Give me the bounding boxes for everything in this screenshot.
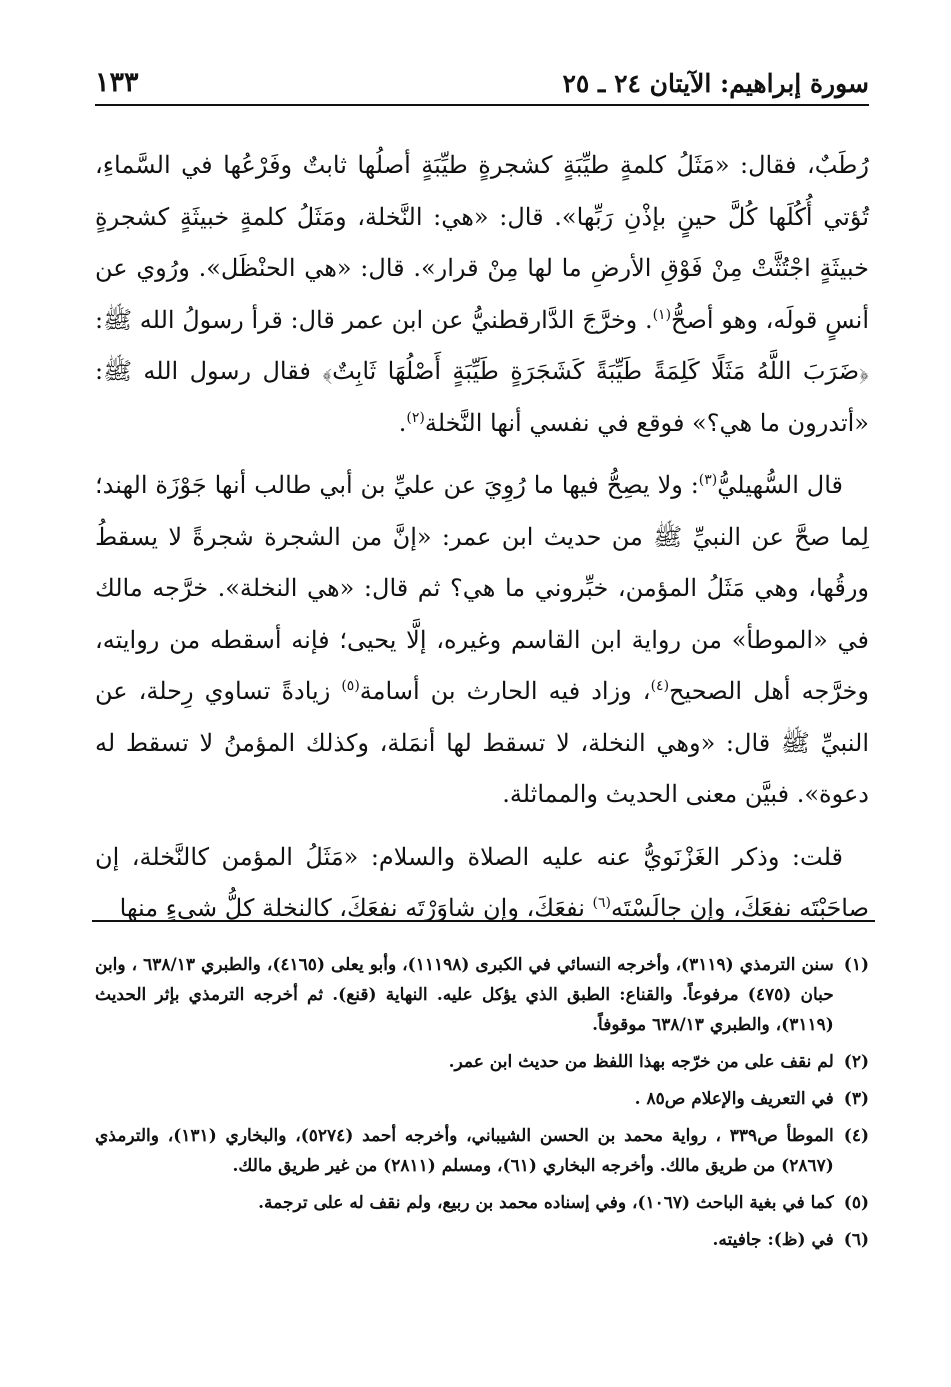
footnote-item <box>95 950 869 1040</box>
footnote-item <box>95 1121 869 1181</box>
paragraph-text: زيادةً تساوي رِحلة، عن النبيِّ ﷺ قال: «وهي النخلة، لا تسقط لها أنمَلة، وكذلك المؤمنُ لا تسقط له دعوة». فبيَّن معنى الحديث والمماثلة. <box>95 677 869 808</box>
footnote-marker[interactable]: (٢) <box>406 409 425 426</box>
main-text <box>95 140 869 935</box>
footnote-text: في التعريف والإعلام ص٨٥ . <box>634 1089 834 1109</box>
page-number: ١٣٣ <box>95 67 139 98</box>
footnote-item <box>95 1084 869 1114</box>
footnote-text: لم نقف على من خرّجه بهذا اللفظ من حديث ابن عمر. <box>448 1052 834 1072</box>
footnote-marker[interactable]: (٣) <box>698 472 718 488</box>
footnote-number: (٢) <box>843 1052 869 1072</box>
paragraph-text: . وخرَّجَ الدَّارقطنيُّ عن ابن عمر قال: قرأ رسولُ الله ﷺ: ﴿ضَرَبَ اللَّهُ مَثَلًا كَلِمَةً طَيِّبَةً كَشَجَرَةٍ طَيِّبَةٍ أَصْلُهَا ثَابِتٌ﴾ فقال رسول الله ﷺ: «أتدرون ما هي؟» فوقع في نفسي أنها النَّخلة <box>95 305 869 437</box>
footnote-item <box>95 1225 869 1255</box>
footnote-number: (٦) <box>843 1230 869 1250</box>
footnote-marker[interactable]: (٦) <box>592 895 611 911</box>
footnote-text: في (ظ): جافيته. <box>712 1230 834 1250</box>
page-header <box>95 58 869 106</box>
footnote-number: (٣) <box>843 1089 869 1109</box>
footnotes <box>95 950 869 1262</box>
footnote-number: (٤) <box>843 1126 869 1146</box>
paragraph-text: رُطَبٌ، فقال: «مَثَلُ كلمةٍ طيِّبَةٍ كشجرةٍ طيِّبَةٍ أصلُها ثابتٌ وفَرْعُها في السَّماءِ، تُؤتي أُكُلَها كُلَّ حينٍ بإذْنِ رَبِّها». قال: «هي: النَّخلة، ومَثَلُ كلمةٍ خبيثَةٍ كشجرةٍ خبيثَةٍ اجْتُثَّتْ مِنْ فَوْقِ الأرضِ ما لها مِنْ قرار». قال: «هي الحنْظَل». ورُوي عن أنسٍ قولَه، وهو أصحُّ <box>95 151 870 334</box>
running-title: سورة إبراهيم: الآيتان ٢٤ ـ ٢٥ <box>562 69 869 98</box>
paragraph-1 <box>95 140 869 449</box>
footnote-marker[interactable]: (٥) <box>341 678 360 694</box>
paragraph-text: قلت: وذكر الغَزْنَويُّ عنه عليه الصلاة والسلام: «مَثَلُ المؤمن كالنَّخلة، إن صاحَبْتَه نفعَكَ، وإن جالَسْتَه <box>95 842 869 922</box>
paragraph-text: قال السُّهيليُّ <box>717 471 843 499</box>
footnote-number: (١) <box>843 955 869 975</box>
footnote-text: الموطأ ص٣٣٩ ، رواية محمد بن الحسن الشيباني، وأخرجه أحمد (٥٢٧٤)، والبخاري (١٣١)، والترمذي (٢٨٦٧) من طريق مالك. وأخرجه البخاري (٦١)، ومسلم (٢٨١١) من غير طريق مالك. <box>95 1126 834 1176</box>
footnote-number: (٥) <box>843 1193 869 1213</box>
footnote-text: سنن الترمذي (٣١١٩)، وأخرجه النسائي في الكبرى (١١١٩٨)، وأبو يعلى (٤١٦٥)، والطبري ٦٣٨/١٣ ، وابن حبان (٤٧٥) مرفوعاً. والقناع: الطبق الذي يؤكل عليه. النهاية (قنع). ثم أخرجه الترمذي بإثر الحديث (٣١١٩)، والطبري ٦٣٨/١٣ موقوفاً. <box>95 955 834 1035</box>
paragraph-text: : ولا يصِحُّ فيها ما رُوِيَ عن عليِّ بن أبي طالب أنها جَوْزَة الهند؛ لِما صحَّ عن النبيِّ ﷺ من حديث ابن عمر: «إنَّ من الشجرة شجرةً لا يسقطُ ورقُها، وهي مَثَلُ المؤمن، خبِّروني ما هي؟ ثم قال: «هي النخلة». خرَّجه مالك في «الموطأ» من رواية ابن القاسم وغيره، إلَّا يحيى؛ فإنه أسقطه من روايته، وخرَّجه أهل الصحيح <box>95 471 869 705</box>
paragraph-text: ، وزاد فيه الحارث بن أسامة <box>359 677 651 705</box>
footnote-item <box>95 1188 869 1218</box>
footnote-divider <box>92 920 875 922</box>
paragraph-text: نفعَكَ، وإن شاوَرْتَه نفعَكَ، كالنخلة كلُّ شيءٍ منها <box>119 894 593 922</box>
footnote-item <box>95 1047 869 1077</box>
footnote-marker[interactable]: (٤) <box>650 678 670 694</box>
paragraph-text: . <box>398 408 407 437</box>
paragraph-2 <box>95 460 869 821</box>
footnote-marker[interactable]: (١) <box>652 306 672 323</box>
footnote-text: كما في بغية الباحث (١٠٦٧)، وفي إسناده محمد بن ربيع، ولم نقف له على ترجمة. <box>258 1193 834 1213</box>
